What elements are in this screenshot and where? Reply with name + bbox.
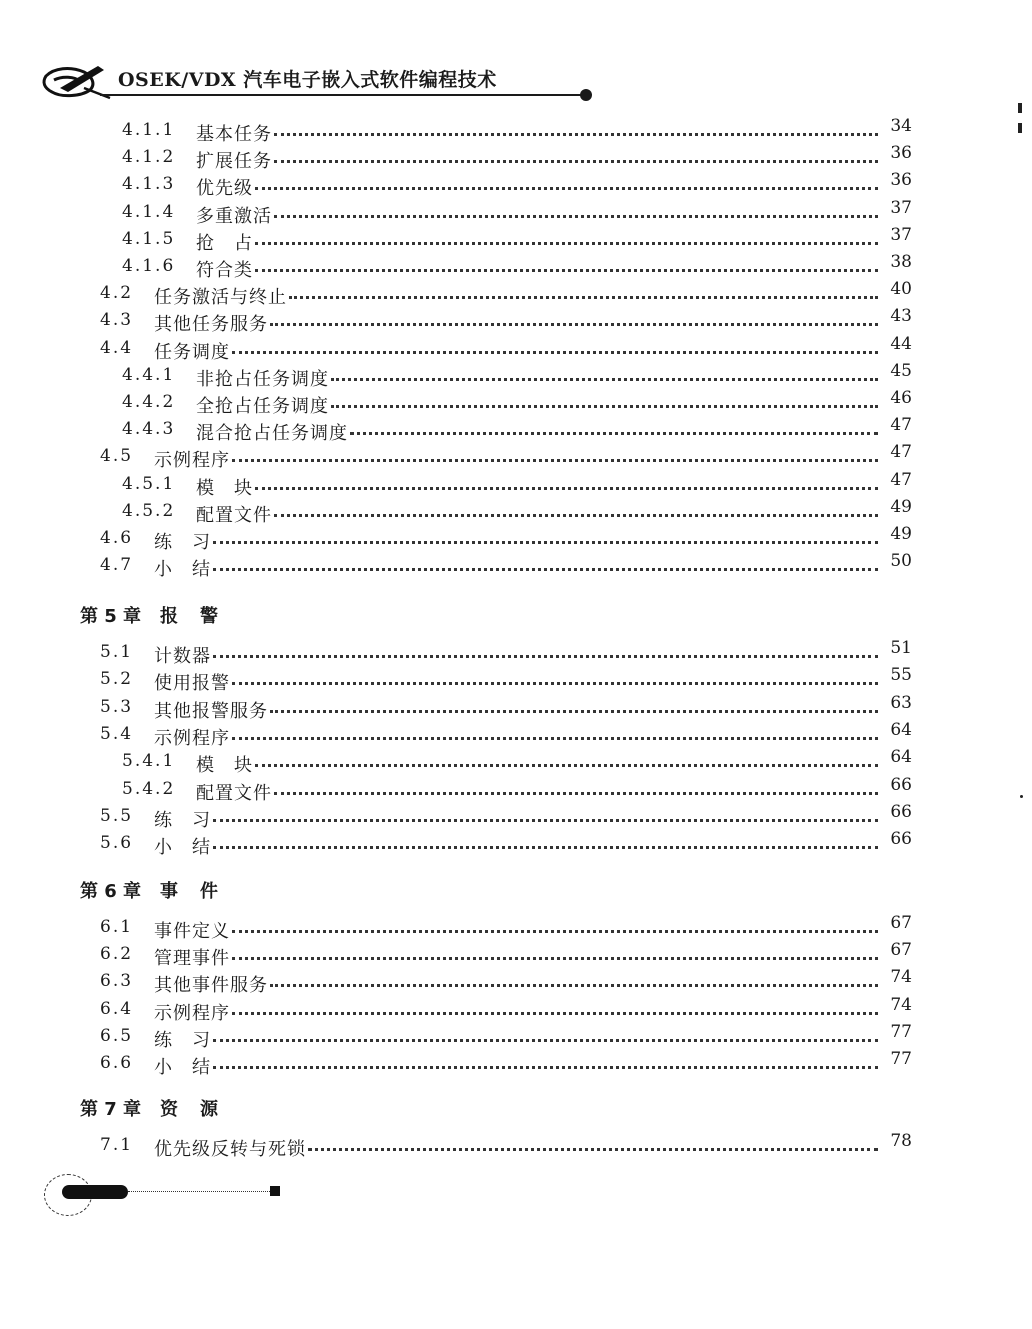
toc-entry-number: 4.1.5 (122, 228, 176, 249)
toc-entry-page: 38 (890, 252, 912, 272)
toc-entry-title: 计数器 (154, 646, 211, 667)
toc-entry-page: 77 (890, 1021, 912, 1042)
toc-leader-dots (255, 764, 878, 767)
page-footer-ornament (40, 1170, 300, 1220)
toc-entry-page: 36 (890, 170, 912, 191)
toc-leader-dots (274, 514, 878, 517)
toc-entry[interactable] (122, 224, 912, 255)
toc-entry-number: 6.6 (100, 1053, 134, 1073)
toc-entry-page: 49 (890, 524, 912, 544)
toc-entry-title: 优先级反转与死锁 (154, 1139, 306, 1160)
toc-entry-number: 4.1.2 (122, 147, 176, 168)
toc-entry-title: 其他任务服务 (154, 314, 268, 336)
toc-entry-number: 4.1.3 (122, 174, 176, 195)
toc-entry[interactable] (100, 279, 912, 309)
toc-leader-dots (270, 323, 878, 326)
toc-entry-title: 练 习 (154, 532, 211, 553)
toc-entry-page: 66 (890, 774, 912, 795)
toc-entry-page: 77 (890, 1049, 912, 1069)
toc-entry-number: 7.1 (100, 1135, 134, 1155)
toc-entry-page: 40 (890, 279, 912, 300)
toc-entry-title: 示例程序 (154, 1002, 230, 1024)
toc-entry-number: 4.7 (100, 555, 134, 576)
toc-leader-dots (255, 187, 878, 190)
toc-entry-number: 6.5 (100, 1025, 134, 1046)
toc-entry[interactable] (122, 469, 912, 500)
toc-leader-dots (232, 957, 878, 960)
toc-entry-title: 其他报警服务 (154, 700, 268, 722)
toc-entry-page: 49 (890, 496, 912, 517)
toc-entry-number: 4.5.2 (122, 500, 176, 521)
toc-entry-page: 47 (890, 442, 912, 463)
toc-entry-title: 小 结 (154, 559, 211, 581)
toc-entry-title: 优先级 (196, 178, 253, 200)
toc-entry-number: 5.2 (100, 669, 134, 690)
toc-entry-title: 小 结 (154, 837, 211, 859)
toc-entry-title: 示例程序 (154, 727, 230, 749)
toc-entry-number: 5.5 (100, 805, 134, 826)
toc-entry-page: 45 (890, 360, 912, 381)
toc-entry-number: 4.1.6 (122, 256, 176, 276)
toc-entry-number: 4.5.1 (122, 473, 176, 494)
toc-leader-dots (232, 737, 878, 740)
toc-leader-dots (213, 819, 878, 822)
toc-entry-number: 4.1.1 (122, 120, 176, 140)
toc-entry-title: 练 习 (154, 809, 211, 831)
toc-entry-page: 74 (890, 994, 912, 1015)
toc-entry-page: 36 (890, 143, 912, 164)
toc-leader-dots (350, 432, 878, 435)
toc-entry-title: 扩展任务 (196, 151, 272, 173)
scan-mark (1018, 123, 1022, 133)
toc-leader-dots (289, 296, 878, 299)
toc-entry-page: 37 (890, 224, 912, 245)
toc-entry-title: 事件定义 (154, 921, 230, 942)
toc-leader-dots (274, 792, 878, 795)
toc-entry[interactable] (100, 638, 912, 668)
toc-leader-dots (331, 378, 878, 381)
toc-entry-title: 模 块 (196, 755, 253, 777)
toc-entry-number: 5.4 (100, 723, 134, 744)
toc-entry-page: 37 (890, 197, 912, 218)
toc-entry-page: 66 (890, 829, 912, 850)
toc-entry-number: 4.4.1 (122, 364, 176, 385)
footer-square (270, 1186, 280, 1196)
toc-leader-dots (213, 1066, 878, 1069)
toc-entry[interactable] (100, 1131, 912, 1161)
toc-entry[interactable] (100, 1021, 912, 1052)
toc-entry-page: 66 (890, 801, 912, 822)
toc-entry[interactable] (100, 333, 912, 364)
toc-entry-title: 符合类 (196, 260, 253, 281)
toc-leader-dots (274, 160, 878, 163)
toc-leader-dots (232, 351, 878, 354)
toc-leader-dots (274, 215, 878, 218)
toc-entry[interactable] (100, 1049, 912, 1079)
toc-entry-title: 练 习 (154, 1029, 211, 1051)
toc-entry-number: 4.4.2 (122, 392, 176, 412)
toc-entry[interactable] (100, 801, 912, 832)
toc-leader-dots (255, 487, 878, 490)
toc-entry[interactable] (100, 442, 912, 472)
chapter-heading (80, 602, 240, 628)
chapter-label: 第 6 章 (80, 881, 142, 902)
toc-entry-title: 非抢占任务调度 (196, 368, 329, 390)
toc-leader-dots (213, 568, 878, 571)
toc-leader-dots (213, 655, 878, 658)
toc-entry-page: 51 (890, 638, 912, 658)
toc-entry[interactable] (122, 197, 912, 228)
toc-leader-dots (274, 133, 878, 136)
toc-leader-dots (255, 242, 878, 245)
toc-entry[interactable] (122, 252, 912, 282)
toc-entry[interactable] (122, 747, 912, 777)
toc-leader-dots (308, 1148, 878, 1151)
chapter-heading (80, 877, 240, 903)
toc-leader-dots (270, 984, 878, 987)
toc-entry-title: 任务激活与终止 (154, 287, 287, 309)
toc-entry-title: 基本任务 (196, 124, 272, 145)
toc-leader-dots (232, 1012, 878, 1015)
footer-line (128, 1191, 270, 1192)
toc-leader-dots (213, 1039, 878, 1042)
toc-entry[interactable] (122, 388, 912, 418)
toc-entry[interactable] (122, 170, 912, 200)
toc-entry-page: 34 (890, 116, 912, 136)
toc-entry-title: 配置文件 (196, 782, 272, 804)
chapter-title: 报警 (160, 606, 240, 627)
toc-entry[interactable] (100, 994, 912, 1025)
toc-entry-page: 74 (890, 967, 912, 988)
chapter-title: 资源 (160, 1099, 240, 1120)
footer-pill (62, 1185, 128, 1199)
toc-entry-page: 43 (890, 306, 912, 327)
toc-entry-number: 4.3 (100, 310, 134, 331)
toc-entry-page: 44 (890, 333, 912, 354)
toc-leader-dots (213, 541, 878, 544)
toc-entry-title: 使用报警 (154, 673, 230, 695)
toc-entry-title: 多重激活 (196, 205, 272, 227)
toc-entry[interactable] (122, 143, 912, 173)
toc-entry-page: 50 (890, 551, 912, 572)
toc-entry-page: 63 (890, 692, 912, 713)
toc-entry-page: 47 (890, 415, 912, 436)
toc-entry-page: 47 (890, 469, 912, 490)
toc-entry-number: 4.6 (100, 528, 134, 548)
toc-entry-number: 4.4.3 (122, 419, 176, 440)
toc-entry-number: 5.4.2 (122, 778, 176, 799)
toc-entry-page: 64 (890, 747, 912, 768)
toc-entry-title: 示例程序 (154, 450, 230, 472)
toc-entry-title: 小 结 (154, 1057, 211, 1078)
toc-leader-dots (213, 846, 878, 849)
toc-entry-page: 67 (890, 913, 912, 933)
toc-entry-title: 混合抢占任务调度 (196, 423, 348, 445)
toc-leader-dots (270, 710, 878, 713)
toc-entry[interactable] (100, 719, 912, 750)
toc-entry-title: 模 块 (196, 477, 253, 499)
toc-entry-number: 5.6 (100, 833, 134, 854)
scan-mark (1020, 795, 1023, 798)
toc-entry-number: 4.2 (100, 283, 134, 304)
chapter-heading (80, 1095, 240, 1121)
toc-entry-title: 其他事件服务 (154, 975, 268, 997)
chapter-title: 事件 (160, 881, 240, 902)
toc-leader-dots (232, 459, 878, 462)
toc-entry-number: 4.4 (100, 337, 134, 358)
toc-entry-title: 全抢占任务调度 (196, 396, 329, 417)
toc-entry-page: 55 (890, 665, 912, 686)
toc-entry-number: 6.1 (100, 917, 134, 937)
toc-entry[interactable] (100, 940, 912, 970)
toc-entry[interactable] (122, 774, 912, 805)
toc-leader-dots (331, 405, 878, 408)
toc-entry[interactable] (100, 913, 912, 943)
toc-leader-dots (255, 269, 878, 272)
toc-entry-number: 6.2 (100, 944, 134, 965)
toc-entry[interactable] (100, 829, 912, 859)
toc-entry-page: 64 (890, 719, 912, 740)
toc-entry[interactable] (122, 415, 912, 445)
toc-leader-dots (232, 930, 878, 933)
toc-entry[interactable] (122, 496, 912, 527)
toc-entry[interactable] (122, 360, 912, 391)
toc-entry-title: 管理事件 (154, 948, 230, 970)
toc-entry-title: 抢 占 (196, 232, 253, 254)
toc-entry-number: 6.3 (100, 971, 134, 992)
toc-entry[interactable] (100, 524, 912, 554)
chapter-label: 第 7 章 (80, 1099, 142, 1120)
toc-entry-page: 78 (890, 1131, 912, 1151)
toc-leader-dots (232, 682, 878, 685)
toc-entry-page: 67 (890, 940, 912, 961)
chapter-label: 第 5 章 (80, 606, 142, 627)
toc-entry[interactable] (100, 551, 912, 581)
toc-entry[interactable] (100, 692, 912, 723)
toc-entry[interactable] (100, 967, 912, 997)
toc-entry-number: 5.1 (100, 642, 134, 662)
scan-mark (1018, 103, 1022, 113)
toc-entry-number: 5.4.1 (122, 751, 176, 772)
toc-entry-number: 4.5 (100, 446, 134, 467)
book-title: OSEK/VDX 汽车电子嵌入式软件编程技术 (118, 69, 497, 91)
toc-entry[interactable] (100, 306, 912, 336)
toc-entry-number: 6.4 (100, 998, 134, 1019)
toc-entry-number: 4.1.4 (122, 201, 176, 222)
toc-entry-page: 46 (890, 388, 912, 408)
toc-entry[interactable] (100, 665, 912, 695)
toc-entry-number: 5.3 (100, 696, 134, 717)
toc-entry-title: 配置文件 (196, 504, 272, 526)
toc-entry-title: 任务调度 (154, 341, 230, 363)
toc-entry[interactable] (122, 116, 912, 146)
